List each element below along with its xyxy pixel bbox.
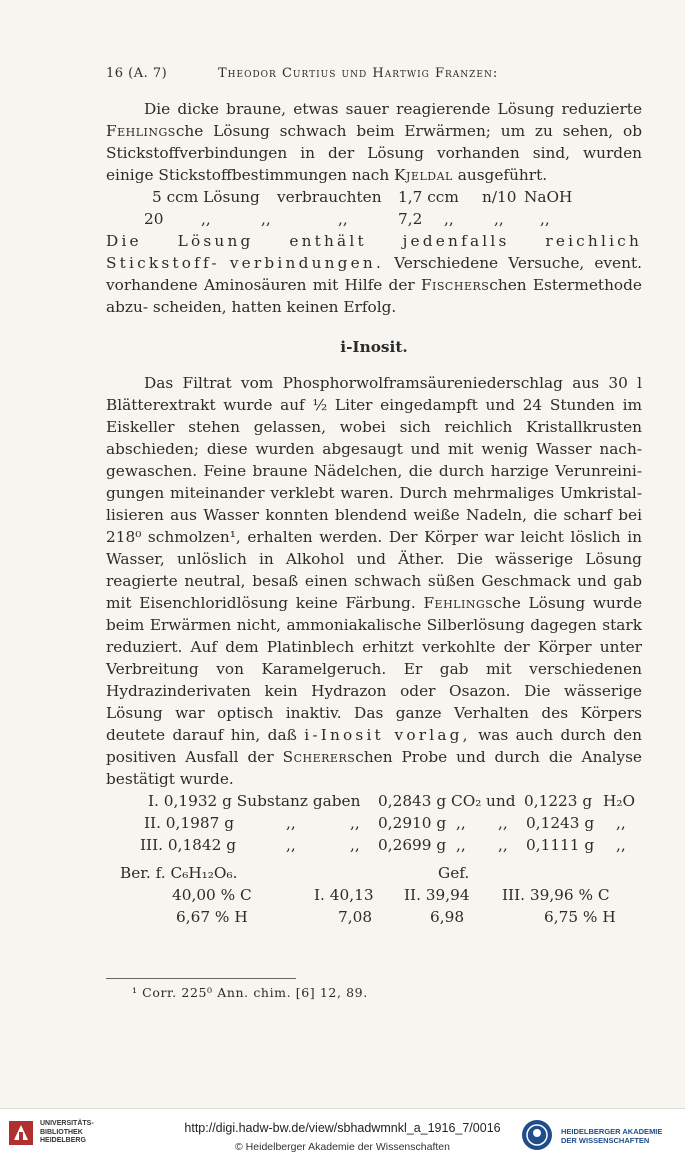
section-heading: i-Inosit. (340, 338, 408, 356)
copyright-notice: © Heidelberger Akademie der Wissenschaften (235, 1141, 450, 1153)
analysis-row-2: II. 0,1987 g ,, ,, 0,2910 g ,, ,, 0,1243 g ,, (144, 814, 626, 832)
digitization-footer (0, 1108, 685, 1158)
permalink[interactable]: http://digi.hadw-bw.de/view/sbhadwmnkl_a_1916_7/0016 (184, 1121, 501, 1135)
analysis-row-1: I. 0,1932 g Substanz gaben 0,2843 g CO₂ und 0,1223 g H₂O (148, 792, 636, 810)
university-library-logo: UNIVERSITÄTS- BIBLIOTHEK HEIDELBERG (8, 1120, 34, 1151)
paragraph-fehling: Die dicke braune, etwas sauer reagierende Lösung reduzierte Fehlingsche Lösung schwach beim Erwärmen; um zu sehen, ob Stickstoffverbindungen in der Lösung vorhanden sind, wurden einige Stickstoffbestimmungen nach Kjeldal ausgeführt. (106, 100, 642, 184)
nitrogen-row-2: 20 ,, ,, ,, 7,2 ,, ,, ,, (144, 210, 550, 228)
nitrogen-row-1: 5 ccm Lösung verbrauchten 1,7 ccm n/10 NaOH (152, 188, 573, 206)
page-number: 16 (A. 7) (106, 66, 168, 81)
carbon-row: 40,00 % C I. 40,13 II. 39,94 III. 39,96 % C (172, 886, 610, 904)
academy-logo: HEIDELBERGER AKADEMIE DER WISSENSCHAFTEN (521, 1119, 671, 1149)
footnote: ¹ Corr. 225⁰ Ann. chim. [6] 12, 89. (132, 985, 368, 1000)
analysis-row-3: III. 0,1842 g ,, ,, 0,2699 g ,, ,, 0,1111 g ,, (140, 836, 626, 854)
paragraph-nitrogen-compounds: Die Lösung enthält jedenfalls reichlich Stickstoff- verbindungen. Verschiedene Versuche, event. vorhandene Aminosäuren mit Hilfe der Fischerschen Estermethode abzu- scheiden, hatten keinen Erfolg. (106, 232, 642, 316)
footnote-divider (106, 978, 296, 979)
ber-gef-header: Ber. f. C₆H₁₂O₆. Gef. (120, 864, 470, 882)
running-title: Theodor Curtius und Hartwig Franzen: (218, 66, 499, 81)
body-text (106, 98, 642, 928)
paragraph-inosit: Das Filtrat vom Phosphorwolframsäureniederschlag aus 30 l Blätterextrakt wurde auf ½ Liter eingedampft und 24 Stunden im Eiskeller stehen gelassen, wobei sich reichlich Kristallkrusten abschieden; diese wurden abgesaugt und mit wenig Wasser nach- gewaschen. Feine braune Nädelchen, die durch harzige Verunreini- gungen miteinander verklebt waren. Durch mehrmaliges Umkristal- lisieren aus Wasser konnten blendend weiße Nadeln, die scharf bei 218⁰ schmolzen¹, erhalten werden. Der Körper war leicht löslich in Wasser, unlöslich in Alkohol und Äther. Die wässerige Lösung reagierte neutral, besaß einen schwach süßen Geschmack und gab mit Eisenchloridlösung keine Färbung. Fehlingsche Lösung wurde beim Erwärmen nicht, ammoniakalische Silberlösung dagegen stark reduziert. Auf dem Platinblech erhitzt verkohlte der Körper unter Verbreitung von Karamelgeruch. Er gab mit verschiedenen Hydrazinderivaten kein Hydrazon oder Osazon. Die wässerige Lösung war optisch inaktiv. Das ganze Verhalten des Körpers deutete darauf hin, daß i-Inosit vorlag, was auch durch den positiven Ausfall der Schererschen Probe und durch die Analyse bestätigt wurde. (106, 374, 643, 788)
academy-seal-icon (521, 1119, 553, 1151)
hydrogen-row: 6,67 % H 7,08 6,98 6,75 % H (176, 908, 616, 926)
